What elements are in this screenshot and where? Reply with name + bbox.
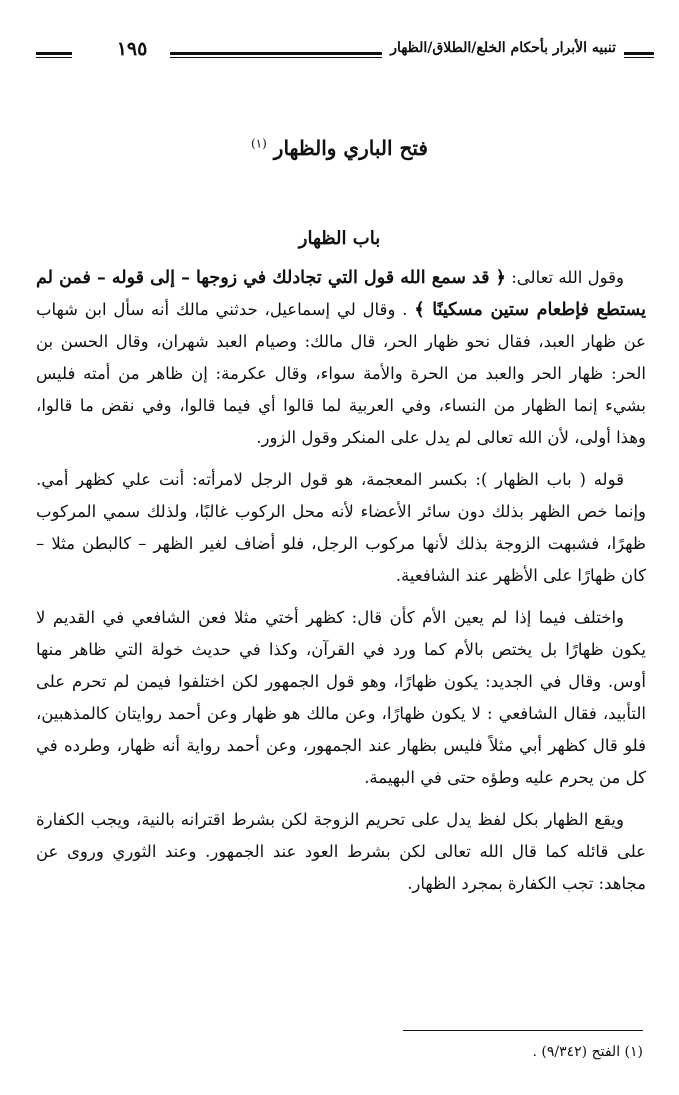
paragraph-1 — [36, 262, 646, 454]
header-rule-left — [36, 52, 72, 58]
paragraph-4: ويقع الظهار بكل لفظ يدل على تحريم الزوجة لكن بشرط اقترانه بالنية، ويجب الكفارة على قائله كما قال الله تعالى لكن بشرط العود عند الجمهور. وعند الثوري وروى عن مجاهد: تجب الكفارة بمجرد الظهار. — [36, 810, 646, 893]
paragraph-3: واختلف فيما إذا لم يعين الأم كأن قال: كظهر أختي مثلا فعن الشافعي في القديم لا يكون ظهارًا بل يختص بالأم كما ورد في القرآن، وكذا في حديث خولة التي ظاهر منها أوس. وقال في الجديد: يكون ظهارًا، وهو قول الجمهور لكن اختلفوا فيمن لم تحرم على التأبيد، فقال الشافعي : لا يكون ظهارًا، وعن مالك هو ظهار وعن أحمد روايتان كالمذهبين، فلو قال كظهر أبي مثلاً فليس بظهار عند الجمهور، وعن أحمد رواية أنه ظهار، وطرده في كل من يحرم عليه وطؤه حتى في البهيمة. — [36, 608, 646, 787]
running-title: تنبيه الأبرار بأحكام الخلع/الطلاق/الظهار — [390, 40, 616, 56]
paragraph-2: قوله ( باب الظهار ): بكسر المعجمة، هو قول الرجل لامرأته: أنت علي كظهر أمي. وإنما خص الظهر بذلك دون سائر الأعضاء لأنه محل الركوب غالبًا، ولذلك سمي المركوب ظهرًا، فشبهت الزوجة بذلك لأنها مركوب الرجل، فلو أضاف لغير الظهر – كالبطن مثلا – كان ظهارًا على الأظهر عند الشافعية. — [36, 470, 646, 585]
paragraph-1-rest: . وقال لي إسماعيل، حدثني مالك أنه سأل ابن شهاب عن ظهار العبد، فقال نحو ظهار الحر، قال مالك: وصيام العبد شهران، وقال الحسن بن الحر: ظهار الحر والعبد من الحرة والأمة سواء، وقال عكرمة: إن ظاهر من أمته فليس بشيء إنما الظهار من النساء، وفي العربية لما قالوا أي فيما قالوا، وفي نقض ما قالوا، وهذا أولى، لأن الله تعالى لم يدل على المنكر وقول الزور. — [36, 300, 646, 447]
quran-verse: ﴿ قد سمع الله قول التي تجادلك في زوجها – إلى قوله – فمن لم يستطع فإطعام ستين مسكينًا ﴾ — [36, 268, 646, 320]
section-title: باب الظهار — [298, 228, 381, 249]
paragraph-1-intro: وقول الله تعالى: — [511, 268, 625, 287]
footnote: (١) الفتح (٩/٣٤٢) . — [532, 1044, 643, 1060]
page-number: ١٩٥ — [116, 38, 148, 60]
chapter-title — [0, 136, 679, 160]
chapter-title-text: فتح الباري والظهار — [273, 136, 428, 160]
footnote-rule — [403, 1030, 643, 1031]
header-rule-middle — [170, 52, 382, 58]
body-text — [36, 262, 646, 910]
header-rule-right — [624, 52, 654, 58]
footnote-marker: (١) — [250, 136, 267, 151]
running-header — [36, 36, 654, 70]
